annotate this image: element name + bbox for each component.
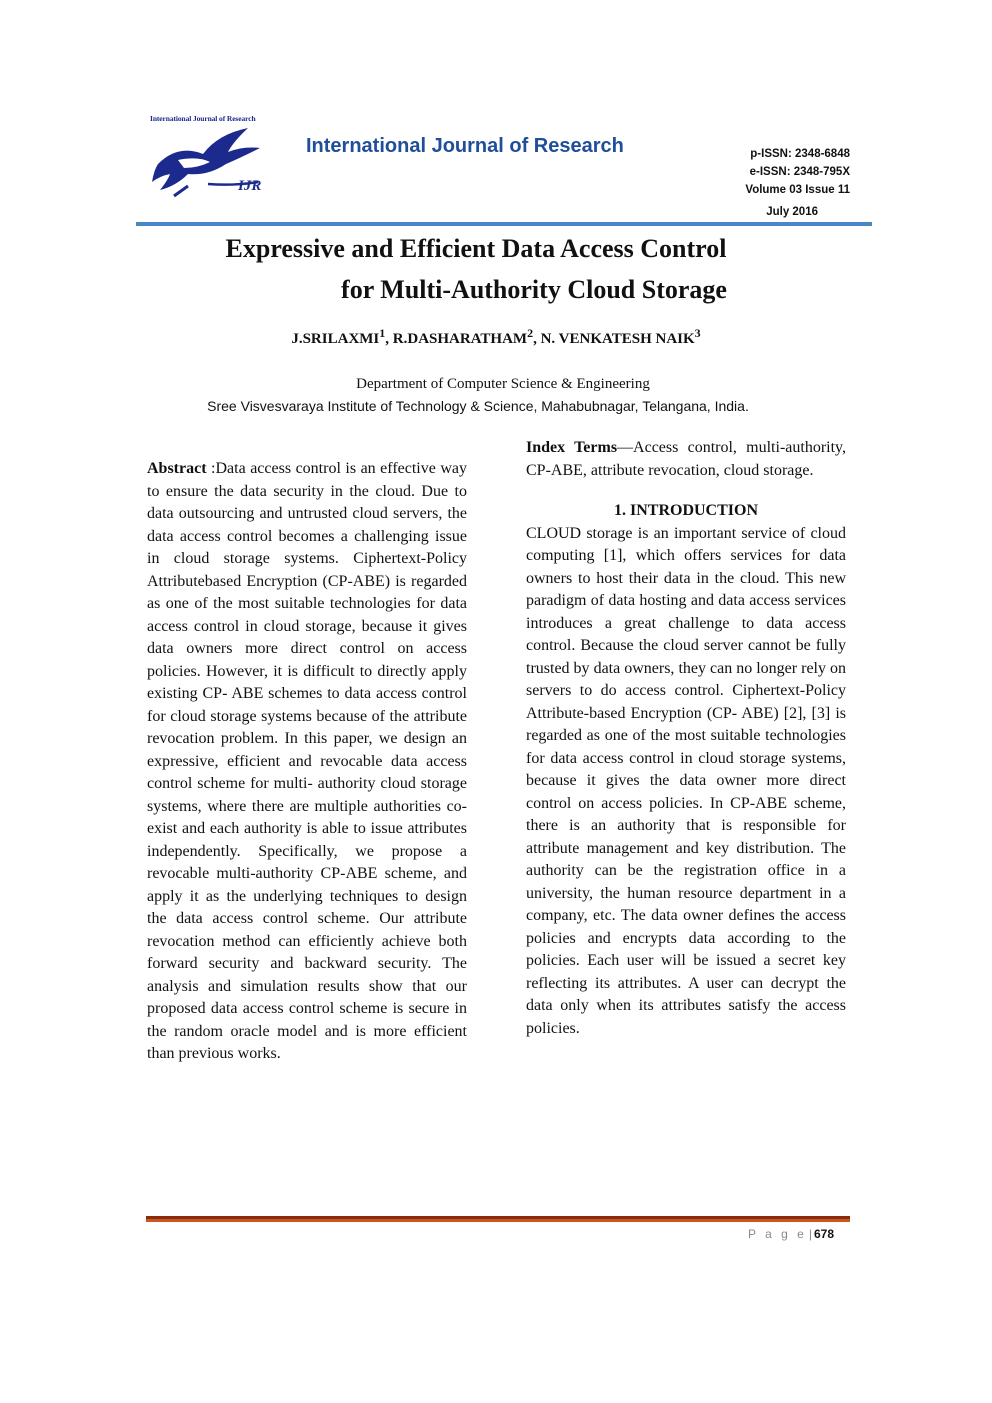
institute: Sree Visvesvaraya Institute of Technology & Science, Mahabubnagar, Telangana, India.: [207, 398, 749, 414]
page-separator: |: [808, 1227, 812, 1241]
author-list: [0, 326, 992, 348]
abstract-paragraph: [147, 458, 467, 1066]
abstract-text: :Data access control is an effective way to ensure the data security in the cloud. Due to data outsourcing and untrusted cloud servers, the data access control becomes a challenging issue in cloud storage systems. Ciphertext-Policy Attributebased Encryption (CP-ABE) is regarded as one of the most suitable technologies for data access control in cloud storage, because it gives data owners more direct control on access policies. However, it is difficult to directly apply existing CP- ABE schemes to data access control for cloud storage systems because of the attribute revocation problem. In this paper, we design an expressive, efficient and revocable data access control scheme for multi- authority cloud storage systems, where there are multiple authorities co-exist and each authority is able to issue attributes independently. Specifically, we propose a revocable multi-authority CP-ABE scheme, and apply it as the underlying techniques to design the data access control scheme. Our attribute revocation method can efficiently achieve both forward security and backward security. The analysis and simulation results show that our proposed data access control scheme is secure in the random oracle model and is more efficient than previous works.: [147, 460, 467, 1062]
paper-title-line-1: Expressive and Efficient Data Access Control: [225, 234, 727, 263]
publication-date: July 2016: [766, 206, 818, 218]
author-affiliation-mark: 2: [527, 326, 534, 340]
logo-abbreviation: IJR: [238, 178, 262, 194]
author-name: , N. VENKATESH NAIK: [533, 331, 695, 347]
author-name: J.SRILAXMI: [291, 331, 380, 347]
e-issn: e-ISSN: 2348-795X: [749, 166, 850, 178]
index-terms-label: Index Terms: [526, 439, 618, 456]
right-column: [526, 437, 846, 1040]
author-affiliation-mark: 1: [379, 326, 386, 340]
journal-logo: [148, 114, 276, 206]
page-number-value: 678: [813, 1227, 834, 1241]
author-name: , R.DASHARATHAM: [385, 331, 528, 347]
index-terms-paragraph: [526, 437, 846, 482]
footer-divider: [146, 1216, 850, 1222]
volume-issue: Volume 03 Issue 11: [745, 184, 850, 196]
introduction-paragraph: CLOUD storage is an important service of cloud computing [1], which offers services for data owners to host their data in the cloud. This new paradigm of data hosting and data access services introduces a great challenge to data access control. Because the cloud server cannot be fully trusted by data owners, they can no longer rely on servers to do access control. Ciphertext-Policy Attribute-based Encryption (CP- ABE) [2], [3] is regarded as one of the most suitable technologies for data access control in cloud storage systems, because it gives the data owner more direct control on access policies. In CP-ABE scheme, there is an authority that is responsible for attribute management and key distribution. The authority can be the registration office in a university, the human resource department in a company, etc. The data owner defines the access policies and encrypts data according to the policies. Each user will be issued a secret key reflecting its attributes. A user can decrypt the data only when its attributes satisfy the access policies.: [526, 524, 846, 1037]
header-divider: [136, 222, 872, 226]
p-issn: p-ISSN: 2348-6848: [750, 148, 850, 160]
left-column: [147, 458, 467, 1066]
abstract-label: Abstract: [147, 460, 207, 477]
page-number: [748, 1227, 834, 1241]
section-heading-introduction: 1. INTRODUCTION: [613, 502, 758, 519]
author-affiliation-mark: 3: [694, 326, 701, 340]
page-label: P a g e: [748, 1227, 807, 1241]
index-terms-text: —Access control, multi-authority, CP-ABE, attribute revocation, cloud storage.: [526, 439, 847, 479]
department: Department of Computer Science & Engineering: [356, 376, 650, 392]
paper-title-line-2: for Multi-Authority Cloud Storage: [341, 275, 727, 304]
issn-block: [745, 145, 850, 221]
journal-title: International Journal of Research: [306, 135, 624, 157]
logo-top-text: International Journal of Research: [150, 114, 256, 123]
